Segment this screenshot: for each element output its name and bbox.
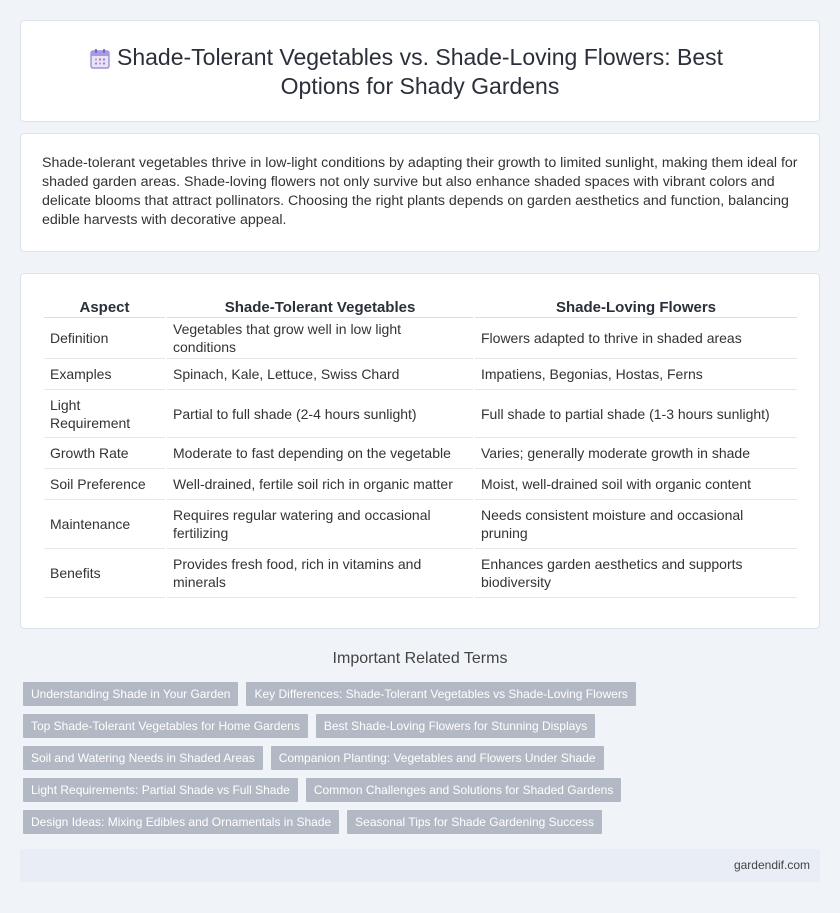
related-term-link[interactable]: Design Ideas: Mixing Edibles and Ornamentals in Shade	[23, 810, 339, 834]
intro-paragraph: Shade-tolerant vegetables thrive in low-light conditions by adapting their growth to limited sunlight, making them ideal for shaded garden areas. Shade-loving flowers not only survive but also enhance shaded spaces with vibrant colors and delicate blooms that attract pollinators. Choosing the right plants depends on garden aesthetics and function, balancing edible harvests with decorative appeal.	[42, 155, 798, 228]
site-name[interactable]: gardendif.com	[733, 858, 810, 872]
table-cell: Examples	[44, 359, 165, 390]
table-row	[44, 359, 797, 390]
table-row	[44, 318, 797, 359]
table-cell: Full shade to partial shade (1-3 hours sunlight)	[475, 390, 797, 438]
table-cell: Soil Preference	[44, 469, 165, 500]
column-header: Shade-Tolerant Vegetables	[167, 296, 473, 318]
table-cell: Impatiens, Begonias, Hostas, Ferns	[475, 359, 797, 390]
related-term-link[interactable]: Common Challenges and Solutions for Shaded Gardens	[306, 778, 622, 802]
table-cell: Spinach, Kale, Lettuce, Swiss Chard	[167, 359, 473, 390]
table-cell: Definition	[44, 318, 165, 359]
related-term-link[interactable]: Soil and Watering Needs in Shaded Areas	[23, 746, 263, 770]
table-cell: Provides fresh food, rich in vitamins and minerals	[167, 549, 473, 598]
related-term-link[interactable]: Light Requirements: Partial Shade vs Full Shade	[23, 778, 298, 802]
related-terms-title: Important Related Terms	[332, 650, 508, 667]
table-cell: Vegetables that grow well in low light conditions	[167, 318, 473, 359]
table-row	[44, 500, 797, 549]
header-card	[20, 20, 820, 122]
table-cell: Varies; generally moderate growth in shade	[475, 438, 797, 469]
table-cell: Benefits	[44, 549, 165, 598]
related-term-link[interactable]: Understanding Shade in Your Garden	[23, 682, 238, 706]
related-term-link[interactable]: Seasonal Tips for Shade Gardening Success	[347, 810, 602, 834]
column-header: Shade-Loving Flowers	[475, 296, 797, 318]
footer	[20, 849, 820, 882]
tag-row	[23, 810, 823, 842]
table-cell: Needs consistent moisture and occasional pruning	[475, 500, 797, 549]
related-term-link[interactable]: Best Shade-Loving Flowers for Stunning Displays	[316, 714, 595, 738]
table-cell: Requires regular watering and occasional fertilizing	[167, 500, 473, 549]
related-term-link[interactable]: Top Shade-Tolerant Vegetables for Home Gardens	[23, 714, 308, 738]
page-title: Shade-Tolerant Vegetables vs. Shade-Loving Flowers: Best Options for Shady Gardens	[116, 44, 724, 99]
table-row	[44, 438, 797, 469]
related-term-link[interactable]: Key Differences: Shade-Tolerant Vegetables vs Shade-Loving Flowers	[246, 682, 635, 706]
related-terms-list	[23, 682, 823, 842]
table-cell: Maintenance	[44, 500, 165, 549]
table-cell: Partial to full shade (2-4 hours sunlight)	[167, 390, 473, 438]
table-cell: Moderate to fast depending on the vegetable	[167, 438, 473, 469]
table-cell: Moist, well-drained soil with organic content	[475, 469, 797, 500]
tag-row	[23, 746, 823, 778]
tag-row	[23, 778, 823, 810]
table-row	[44, 390, 797, 438]
tag-row	[23, 714, 823, 746]
tag-row	[23, 682, 823, 714]
related-term-link[interactable]: Companion Planting: Vegetables and Flowers Under Shade	[271, 746, 604, 770]
intro-card	[20, 133, 820, 252]
comparison-table	[42, 296, 799, 598]
column-header: Aspect	[44, 296, 165, 318]
table-cell: Well-drained, fertile soil rich in organic matter	[167, 469, 473, 500]
table-row	[44, 549, 797, 598]
table-cell: Growth Rate	[44, 438, 165, 469]
table-cell: Light Requirement	[44, 390, 165, 438]
comparison-card	[20, 273, 820, 629]
table-row	[44, 469, 797, 500]
table-header-row	[44, 296, 797, 318]
table-cell: Flowers adapted to thrive in shaded areas	[475, 318, 797, 359]
table-cell: Enhances garden aesthetics and supports biodiversity	[475, 549, 797, 598]
